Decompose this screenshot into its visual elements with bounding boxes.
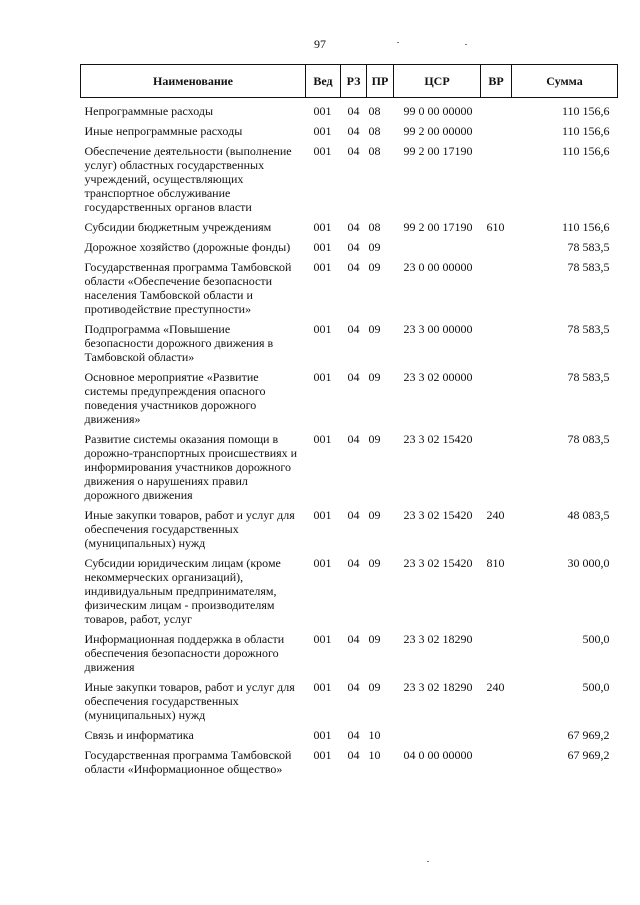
row-pr: 09 (368, 508, 381, 522)
row-csr: 99 2 00 17190 (403, 144, 473, 158)
row-rz: 04 (347, 260, 360, 274)
row-vr (481, 368, 512, 430)
row-name: Обеспечение деятельности (выполнение услуг) областных государственных учреждений, осуществляющих транспортное обслуживание государственных органов власти (84, 144, 292, 214)
row-rz: 04 (347, 104, 360, 118)
row-sum: 67 969,2 (567, 728, 610, 742)
table-row (81, 368, 618, 430)
row-ved: 001 (313, 220, 332, 234)
row-sum: 78 583,5 (567, 260, 610, 274)
row-ved: 001 (313, 322, 332, 336)
row-ved: 001 (313, 680, 332, 694)
table-row (81, 320, 618, 368)
row-csr (394, 238, 481, 258)
row-csr: 23 3 02 15420 (403, 508, 473, 522)
row-name: Основное мероприятие «Развитие системы предупреждения опасного поведения участников дорожного движения» (84, 370, 266, 426)
row-ved: 001 (313, 508, 332, 522)
row-ved: 001 (313, 748, 332, 762)
row-vr (481, 430, 512, 506)
row-name: Дорожное хозяйство (дорожные фонды) (84, 240, 291, 254)
table-row (81, 430, 618, 506)
row-name: Непрограммные расходы (84, 104, 214, 118)
row-ved: 001 (313, 260, 332, 274)
row-sum: 78 583,5 (567, 240, 610, 254)
row-vr: 810 (486, 556, 505, 570)
row-vr (481, 630, 512, 678)
scan-speck (427, 861, 429, 862)
row-csr: 23 3 00 00000 (403, 322, 473, 336)
row-pr: 08 (368, 124, 381, 138)
row-pr: 08 (368, 104, 381, 118)
row-rz: 04 (347, 370, 360, 384)
row-pr: 10 (368, 748, 381, 762)
row-pr: 08 (368, 220, 381, 234)
row-sum: 67 969,2 (567, 748, 610, 762)
row-pr: 08 (368, 144, 381, 158)
row-pr: 09 (368, 632, 381, 646)
row-csr (394, 726, 481, 746)
row-name: Иные закупки товаров, работ и услуг для обеспечения государственных (муниципальных) нужд (84, 680, 295, 722)
row-pr: 09 (368, 322, 381, 336)
row-csr: 99 0 00 00000 (403, 104, 473, 118)
row-vr (481, 98, 512, 123)
row-sum: 110 156,6 (561, 104, 610, 118)
row-ved: 001 (313, 556, 332, 570)
row-sum: 500,0 (582, 680, 610, 694)
row-rz: 04 (347, 728, 360, 742)
row-rz: 04 (347, 144, 360, 158)
row-csr: 23 3 02 18290 (403, 680, 473, 694)
row-vr (481, 122, 512, 142)
row-csr: 23 3 02 18290 (403, 632, 473, 646)
budget-table (80, 64, 618, 780)
row-ved: 001 (313, 632, 332, 646)
row-vr (481, 320, 512, 368)
row-ved: 001 (313, 728, 332, 742)
header-pr: ПР (367, 65, 394, 98)
row-rz: 04 (347, 748, 360, 762)
table-row (81, 142, 618, 218)
row-rz: 04 (347, 124, 360, 138)
row-sum: 48 083,5 (567, 508, 610, 522)
table-row (81, 258, 618, 320)
table-row (81, 238, 618, 258)
row-pr: 09 (368, 432, 381, 446)
row-name: Иные закупки товаров, работ и услуг для обеспечения государственных (муниципальных) нужд (84, 508, 295, 550)
row-csr: 99 2 00 17190 (403, 220, 473, 234)
table-row (81, 630, 618, 678)
row-ved: 001 (313, 240, 332, 254)
row-sum: 110 156,6 (561, 144, 610, 158)
table-row (81, 506, 618, 554)
row-sum: 78 083,5 (567, 432, 610, 446)
table-row (81, 218, 618, 238)
row-rz: 04 (347, 240, 360, 254)
header-name: Наименование (81, 65, 306, 98)
header-sum: Сумма (512, 65, 618, 98)
row-sum: 500,0 (582, 632, 610, 646)
table-row (81, 678, 618, 726)
scan-speck (465, 44, 467, 45)
row-vr: 240 (486, 680, 505, 694)
row-rz: 04 (347, 322, 360, 336)
row-name: Информационная поддержка в области обеспечения безопасности дорожного движения (84, 632, 285, 674)
header-rz: РЗ (341, 65, 367, 98)
row-rz: 04 (347, 220, 360, 234)
table-row (81, 122, 618, 142)
row-rz: 04 (347, 556, 360, 570)
row-rz: 04 (347, 432, 360, 446)
row-sum: 78 583,5 (567, 322, 610, 336)
row-ved: 001 (313, 370, 332, 384)
row-pr: 09 (368, 680, 381, 694)
row-ved: 001 (313, 144, 332, 158)
row-name: Государственная программа Тамбовской области «Обеспечение безопасности населения Тамбовской области и противодействие преступности» (84, 260, 292, 316)
row-pr: 09 (368, 370, 381, 384)
row-vr (481, 726, 512, 746)
row-vr (481, 258, 512, 320)
table-row (81, 98, 618, 123)
page-number: 97 (314, 37, 326, 51)
row-rz: 04 (347, 632, 360, 646)
row-pr: 09 (368, 556, 381, 570)
row-csr: 23 3 02 15420 (403, 432, 473, 446)
row-name: Субсидии бюджетным учреждениям (84, 220, 272, 234)
row-name: Иные непрограммные расходы (84, 124, 243, 138)
row-pr: 09 (368, 240, 381, 254)
row-rz: 04 (347, 508, 360, 522)
header-ved: Вед (306, 65, 341, 98)
scan-speck (397, 42, 399, 43)
row-csr: 23 3 02 00000 (403, 370, 473, 384)
row-ved: 001 (313, 432, 332, 446)
row-name: Подпрограмма «Повышение безопасности дорожного движения в Тамбовской области» (84, 322, 274, 364)
table-header-row (81, 65, 618, 98)
row-csr: 23 0 00 00000 (403, 260, 473, 274)
table-row (81, 726, 618, 746)
row-csr: 99 2 00 00000 (403, 124, 473, 138)
row-sum: 110 156,6 (561, 124, 610, 138)
row-name: Субсидии юридическим лицам (кроме некоммерческих организаций), индивидуальным предпринимателям, физическим лицам - производителям товаров, работ, услуг (84, 556, 281, 626)
table-row (81, 554, 618, 630)
row-name: Связь и информатика (84, 728, 194, 742)
row-sum: 30 000,0 (567, 556, 610, 570)
row-ved: 001 (313, 104, 332, 118)
row-vr: 610 (486, 220, 505, 234)
row-vr: 240 (486, 508, 505, 522)
row-name: Государственная программа Тамбовской области «Информационное общество» (84, 748, 292, 776)
row-csr: 04 0 00 00000 (403, 748, 473, 762)
table-row (81, 746, 618, 780)
row-pr: 09 (368, 260, 381, 274)
row-rz: 04 (347, 680, 360, 694)
row-vr (481, 746, 512, 780)
row-vr (481, 142, 512, 218)
header-vr: ВР (481, 65, 512, 98)
row-pr: 10 (368, 728, 381, 742)
header-csr: ЦСР (394, 65, 481, 98)
row-name: Развитие системы оказания помощи в дорожно-транспортных происшествиях и информирования участников дорожного движения о нарушениях правил дорожного движения (84, 432, 298, 502)
row-sum: 110 156,6 (561, 220, 610, 234)
row-ved: 001 (313, 124, 332, 138)
row-sum: 78 583,5 (567, 370, 610, 384)
row-csr: 23 3 02 15420 (403, 556, 473, 570)
row-vr (481, 238, 512, 258)
